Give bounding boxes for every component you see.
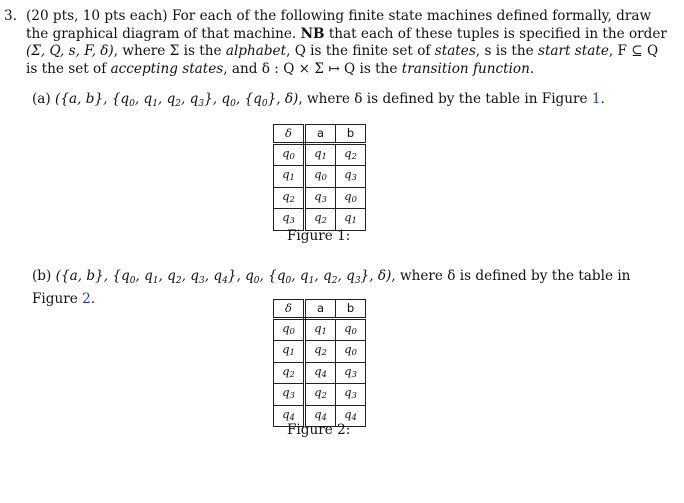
problem-line3-states-text: , Q is the finite set of: [286, 43, 431, 60]
part-a-label: (a): [32, 91, 51, 107]
table-1-cell: q1: [305, 143, 336, 166]
table-1-cell: q2: [274, 187, 305, 209]
problem-number: 3.: [4, 8, 17, 24]
problem-line-4: [4, 61, 680, 79]
table-1-cell: q0: [274, 143, 305, 166]
table-2-row: [274, 362, 366, 384]
figure-2-link[interactable]: 2: [82, 291, 91, 307]
table-1-header-cell: δ: [274, 125, 305, 144]
alphabet-term: alphabet: [225, 43, 287, 60]
problem-line3-subset: , F ⊆ Q: [608, 43, 659, 60]
table-2-row: [274, 341, 366, 363]
part-b-label: (b): [32, 268, 52, 284]
part-a-text: , where δ is defined by the table in Figure: [298, 91, 588, 107]
table-2-header-cell: δ: [274, 300, 305, 319]
table-1-cell: q3: [274, 209, 305, 231]
table-1-cell: q2: [336, 143, 366, 166]
start-state-term: start state: [537, 43, 609, 60]
states-term: states: [434, 43, 476, 60]
table-2-cell: q1: [274, 341, 305, 363]
part-b-text: , where δ is defined by the table in Figure: [32, 268, 631, 307]
figure-1-link[interactable]: 1: [591, 91, 601, 107]
table-1-cell: q2: [305, 209, 336, 231]
table-2-cell: q4: [336, 405, 366, 427]
table-2-cell: q4: [274, 405, 305, 427]
figure-2-caption: Figure 2:: [287, 422, 351, 438]
problem-line1-text: For each of the following finite state machines defined formally, draw: [171, 8, 652, 24]
table-2-header-cell: b: [336, 300, 366, 319]
table-1-cell: q0: [305, 166, 336, 188]
table-2-cell: q3: [274, 384, 305, 406]
problem-line4-end: .: [529, 60, 535, 77]
part-a-statement: [32, 90, 672, 113]
nb-label: NB: [300, 25, 325, 42]
table-1-cell: q3: [336, 166, 366, 188]
problem-line-3: [4, 43, 680, 61]
table-2-cell: q3: [336, 384, 366, 406]
table-2-header-row: [274, 300, 366, 319]
problem-line4-delta: , and δ : Q × Σ ↦ Q is the: [223, 60, 398, 77]
table-2-header-cell: a: [305, 300, 336, 319]
tuple-order: (Σ, Q, s, F, δ): [26, 43, 114, 60]
table-1-cell: q1: [274, 166, 305, 188]
problem-line3-start-text: , s is the: [475, 43, 534, 60]
table-1-row: [274, 143, 366, 166]
problem-line-2: [4, 26, 680, 44]
part-a-tuple: ({a, b}, {$q_0$, $q_1$, $q_2$, $q_3$}, $q_0$, $\{q_0\}$, δ): [55, 91, 299, 109]
table-2-cell: q1: [305, 318, 336, 341]
part-a-period: .: [600, 91, 605, 107]
table-2-cell: q0: [274, 318, 305, 341]
transition-function-term: transition function: [401, 60, 530, 77]
table-2-cell: q0: [336, 318, 366, 341]
table-1-row: [274, 166, 366, 188]
table-2-cell: q4: [305, 362, 336, 384]
problem-points: (20 pts, 10 pts each): [26, 8, 168, 24]
table-1-row: [274, 187, 366, 209]
transition-table-1: [273, 124, 366, 231]
problem-statement: [4, 8, 680, 78]
table-2-cell: q2: [305, 384, 336, 406]
problem-line2-rest: that each of these tuples is specified in the order: [328, 25, 667, 42]
table-2-row: [274, 318, 366, 341]
table-1-cell: q0: [336, 187, 366, 209]
table-2-cell: q0: [336, 341, 366, 363]
table-1-header-cell: b: [336, 125, 366, 144]
table-1-header-row: [274, 125, 366, 144]
problem-line4-text: is the set of: [26, 60, 107, 77]
accepting-states-term: accepting states: [110, 60, 224, 77]
part-b-period: .: [90, 291, 96, 307]
problem-line3-text: , where Σ is the: [113, 43, 222, 60]
table-2-cell: q2: [274, 362, 305, 384]
table-1-header-cell: a: [305, 125, 336, 144]
table-2-cell: q2: [305, 341, 336, 363]
part-b-tuple: ({a, b}, {$q_0$, $q_1$, $q_2$, $q_3$, $q_4$}, $q_0$, {$q_0$, $q_1$, $q_2$, $q_3$}, δ): [55, 268, 392, 286]
problem-line-1: [4, 8, 680, 26]
table-2-cell: q4: [305, 405, 336, 427]
figure-1-caption: Figure 1:: [287, 228, 351, 244]
table-2-row: [274, 384, 366, 406]
table-1-row: [274, 209, 366, 231]
table-2-cell: q3: [336, 362, 366, 384]
problem-line2-text: the graphical diagram of that machine.: [26, 25, 297, 42]
table-1-cell: q3: [305, 187, 336, 209]
transition-table-2: [273, 299, 366, 427]
table-1-cell: q1: [336, 209, 366, 231]
